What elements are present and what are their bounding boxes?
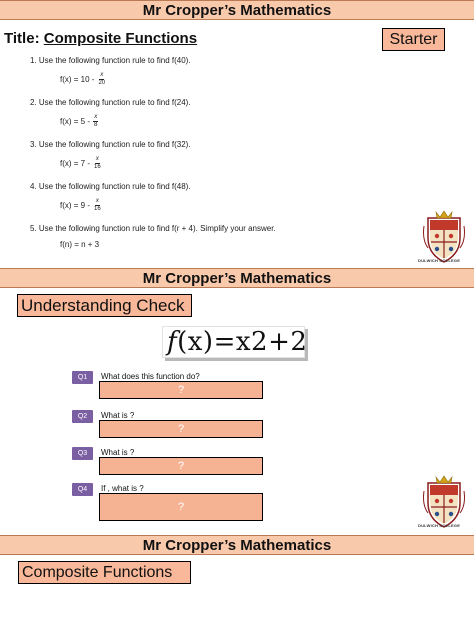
answer-reveal-box[interactable]: ? [99, 381, 263, 399]
question-text: 4. Use the following function rule to find f(48). [30, 182, 191, 191]
answer-reveal-box[interactable]: ? [99, 420, 263, 438]
fraction [93, 156, 102, 171]
formula-text: f(x) = 5 - [60, 116, 91, 126]
slide-title [4, 30, 197, 47]
starter-question [30, 56, 390, 98]
fraction-numerator: x [95, 156, 99, 162]
title-prefix: Title: [4, 30, 40, 47]
starter-question-list [30, 56, 390, 266]
slide-composite-functions [0, 535, 474, 632]
fraction-numerator: x [94, 114, 98, 120]
function-rule [60, 240, 99, 250]
question-text: 5. Use the following function rule to find f(r + 4). Simplify your answer. [30, 224, 276, 233]
section-heading: Composite Functions [18, 561, 191, 584]
function-equation [162, 326, 308, 358]
fraction [93, 114, 98, 129]
question-tag: Q2 [72, 410, 93, 423]
fraction-denominator: 8 [94, 122, 98, 128]
fraction-denominator: 16 [94, 164, 101, 170]
function-rule [60, 156, 102, 171]
slide-banner: Mr Cropper’s Mathematics [0, 268, 474, 288]
function-expression: (x)=x2+2 [177, 327, 308, 357]
fraction [93, 198, 102, 213]
slide-understanding-check [0, 268, 474, 532]
title-topic: Composite Functions [43, 30, 198, 47]
formula-text: f(x) = 7 - [60, 158, 91, 168]
crest-caption: DULWICH COLLEGE [418, 523, 461, 528]
fraction-denominator: 16 [94, 206, 101, 212]
starter-question [30, 224, 390, 266]
question-text: 1. Use the following function rule to find f(40). [30, 56, 191, 65]
question-tag: Q1 [72, 371, 93, 384]
formula-text: f(n) = n + 3 [60, 240, 100, 249]
question-text: 2. Use the following function rule to find f(24). [30, 98, 191, 107]
answer-reveal-box[interactable]: ? [99, 457, 263, 475]
check-question [72, 410, 272, 446]
answer-reveal-box[interactable]: ? [99, 493, 263, 521]
starter-label-box: Starter [382, 28, 445, 51]
slide-starter [0, 0, 474, 266]
question-text: What does this function do? [101, 372, 200, 381]
check-question [72, 483, 272, 519]
question-text: 3. Use the following function rule to find f(32). [30, 140, 191, 149]
fraction-numerator: x [95, 198, 99, 204]
formula-text: f(x) = 10 - [60, 74, 95, 84]
section-heading: Understanding Check [17, 294, 192, 317]
starter-question [30, 182, 390, 224]
slide-banner: Mr Cropper’s Mathematics [0, 0, 474, 20]
fraction [97, 72, 106, 87]
question-text: What is ? [101, 448, 135, 457]
check-question [72, 447, 272, 483]
formula-text: f(x) = 9 - [60, 200, 91, 210]
question-tag: Q4 [72, 483, 93, 496]
function-symbol: f [167, 327, 178, 357]
function-rule [60, 198, 102, 213]
function-rule [60, 72, 106, 87]
fraction-denominator: 20 [98, 80, 106, 86]
check-question [72, 371, 272, 407]
crest-caption: DULWICH COLLEGE [418, 258, 461, 263]
question-text: If , what is ? [101, 484, 144, 493]
school-crest-icon [422, 208, 466, 264]
question-text: What is ? [101, 411, 135, 420]
slide-banner: Mr Cropper’s Mathematics [0, 535, 474, 555]
school-crest-icon [422, 473, 466, 529]
starter-question [30, 98, 390, 140]
question-tag: Q3 [72, 447, 93, 460]
fraction-numerator: x [100, 72, 104, 78]
starter-question [30, 140, 390, 182]
function-rule [60, 114, 98, 129]
